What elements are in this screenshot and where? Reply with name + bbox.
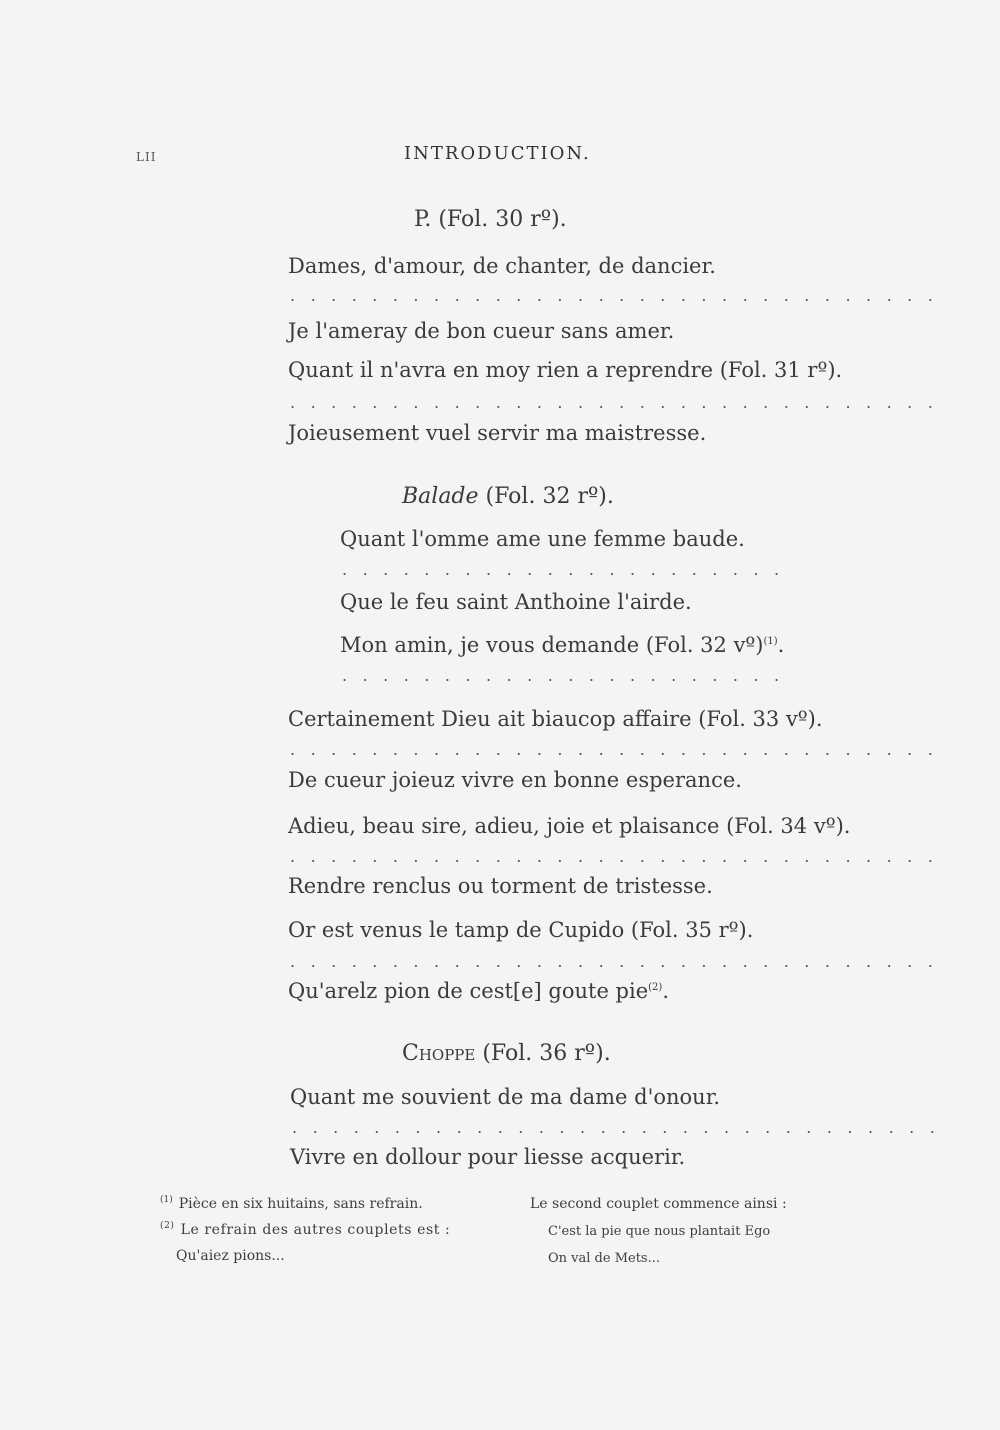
verse-line: Quant l'omme ame une femme baude. <box>340 527 745 551</box>
running-title: INTRODUCTION. <box>404 143 591 164</box>
verse-line-with-note: Qu'arelz pion de cest[e] goute pie$^{(2)}$. <box>288 979 669 1003</box>
verse-line: Certainement Dieu ait biaucop affaire (Fol. 33 vº). <box>288 707 823 731</box>
footnote-ref-1: (1) <box>763 636 778 647</box>
footnote-2 <box>160 1222 450 1238</box>
footnote-verse: C'est la pie que nous plantait Ego <box>548 1224 771 1239</box>
footnote-ref-2: (2) <box>648 982 663 993</box>
ellipsis-dots: . . . . . . . . . . . . . . . . . . . . . . . . . . . . . . . . <box>290 952 939 971</box>
ellipsis-dots: . . . . . . . . . . . . . . . . . . . . . . <box>342 560 785 579</box>
balade-folio-ref: (Fol. 32 rº). <box>478 484 614 509</box>
verse-line: Adieu, beau sire, adieu, joie et plaisance (Fol. 34 vº). <box>288 814 851 838</box>
verse-line-with-note: Mon amin, je vous demande (Fol. 32 vº)$^{(1)}$. <box>340 633 785 657</box>
verse-text: Qu'arelz pion de cest[e] goute pie <box>288 979 649 1003</box>
ellipsis-dots: . . . . . . . . . . . . . . . . . . . . . . <box>342 666 785 685</box>
footnote-1-mark: (1) <box>160 1195 173 1206</box>
ellipsis-dots: . . . . . . . . . . . . . . . . . . . . . . . . . . . . . . . . <box>290 286 939 305</box>
footnote-2-text: Le refrain des autres couplets est : <box>180 1222 451 1238</box>
page-folio: LII <box>136 150 157 164</box>
footnote-2-quote: Qu'aiez pions... <box>176 1248 285 1264</box>
section-p-heading: P. (Fol. 30 rº). <box>414 207 567 232</box>
footnote-verse: On val de Mets... <box>548 1251 660 1266</box>
footnote-1 <box>160 1196 423 1212</box>
footnote-1-text: Pièce en six huitains, sans refrain. <box>178 1196 423 1212</box>
balade-title: Balade <box>402 484 479 509</box>
ellipsis-dots: . . . . . . . . . . . . . . . . . . . . . . . . . . . . . . . . <box>290 393 939 412</box>
ellipsis-dots: . . . . . . . . . . . . . . . . . . . . . . . . . . . . . . . . <box>292 1118 941 1137</box>
verse-line: Or est venus le tamp de Cupido (Fol. 35 rº). <box>288 918 754 942</box>
footnote-2-continuation: Le second couplet commence ainsi : <box>530 1196 787 1212</box>
ellipsis-dots: . . . . . . . . . . . . . . . . . . . . . . . . . . . . . . . . <box>290 740 939 759</box>
footnote-2-mark: (2) <box>160 1221 175 1232</box>
verse-line: Dames, d'amour, de chanter, de dancier. <box>288 254 716 278</box>
verse-line: De cueur joieuz vivre en bonne esperance. <box>288 768 742 792</box>
verse-line: Joieusement vuel servir ma maistresse. <box>288 421 707 445</box>
section-balade-heading <box>402 484 614 509</box>
verse-line: Rendre renclus ou torment de tristesse. <box>288 874 713 898</box>
verse-line: Quant me souvient de ma dame d'onour. <box>290 1085 721 1109</box>
verse-line: Que le feu saint Anthoine l'airde. <box>340 590 692 614</box>
choppe-title: Choppe <box>402 1041 476 1066</box>
verse-line: Vivre en dollour pour liesse acquerir. <box>290 1145 686 1169</box>
verse-line: Quant il n'avra en moy rien a reprendre (Fol. 31 rº). <box>288 358 843 382</box>
verse-text: Mon amin, je vous demande (Fol. 32 vº) <box>340 633 764 657</box>
verse-line: Je l'ameray de bon cueur sans amer. <box>288 319 675 343</box>
ellipsis-dots: . . . . . . . . . . . . . . . . . . . . . . . . . . . . . . . . <box>290 847 939 866</box>
choppe-folio-ref: (Fol. 36 rº). <box>475 1041 611 1066</box>
section-choppe-heading <box>402 1041 611 1066</box>
